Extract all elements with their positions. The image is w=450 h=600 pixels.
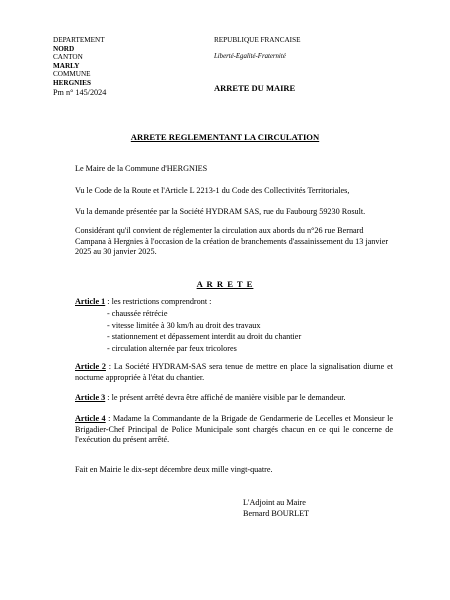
article-1 [75,297,393,308]
document-title: ARRETE REGLEMENTANT LA CIRCULATION [130,132,320,142]
article-2-text: : La Société HYDRAM-SAS sera tenue de mettre en place la signalisation diurne et nocturne appropriée à l'état du chantier. [75,362,393,382]
article-3 [75,393,393,404]
list-item: - vitesse limitée à 30 km/h au droit des travaux [107,320,261,330]
header-motto: Liberté-Egalité-Fraternité [214,53,286,61]
article-2-label: Article 2 [75,362,106,371]
header-left-block [53,36,106,97]
article-3-text: : le présent arrêté devra être affiché de manière visible par le demandeur. [105,393,346,402]
intro-line: Le Maire de la Commune d'HERGNIES [75,164,208,173]
header-departement: DEPARTEMENT [53,36,105,44]
vu-code-route: Vu le Code de la Route et l'Article L 2213-1 du Code des Collectivités Territoriales, [75,186,350,195]
signature-name: Bernard BOURLET [243,508,310,518]
header-canton: CANTON [53,53,83,62]
header-commune: COMMUNE [53,70,91,79]
header-hergnies: HERGNIES [53,78,91,87]
article-4-label: Article 4 [75,414,106,423]
vu-demande: Vu la demande présentée par la Société HYDRAM SAS, rue du Faubourg 59230 Rosult. [75,207,366,216]
article-4 [75,414,393,446]
considerant-paragraph: Considérant qu'il convient de réglementer la circulation aux abords du n°26 rue Bernard Campana à Hergnies à l'occasion de la création de branchements d'assainissement du 13 janvier 2025 au 30 janvier 2025. [75,226,389,256]
article-2 [75,362,393,383]
list-item: - chaussée rétrécie [107,309,168,318]
header-right-block [214,36,300,62]
arrete-heading: A R R E T E [196,279,254,289]
fait-en-mairie: Fait en Mairie le dix-sept décembre deux mille vingt-quatre. [75,465,273,474]
article-4-text: : Madame la Commandante de la Brigade de Gendarmerie de Lecelles et Monsieur le Brigadier-Chef Principal de Police Municipale sont chargés chacun en ce qui le concerne de l'exécution du présent arrêté. [75,414,393,444]
signature-block [243,498,309,519]
article-3-label: Article 3 [75,393,106,402]
header-reference-number: Pm n° 145/2024 [53,87,107,97]
header-marly: MARLY [53,61,80,70]
article-1-list [107,308,301,355]
header-republique: REPUBLIQUE FRANCAISE [214,36,301,44]
header-nord: NORD [53,44,75,53]
list-item: - stationnement et dépassement interdit au droit du chantier [107,332,302,342]
article-1-label: Article 1 [75,297,106,306]
list-item: - circulation alternée par feux tricolores [107,344,237,354]
signature-role: L'Adjoint au Maire [243,498,306,507]
article-1-text: : les restrictions comprendront : [105,297,212,306]
arrete-du-maire-heading: ARRETE DU MAIRE [214,83,296,93]
